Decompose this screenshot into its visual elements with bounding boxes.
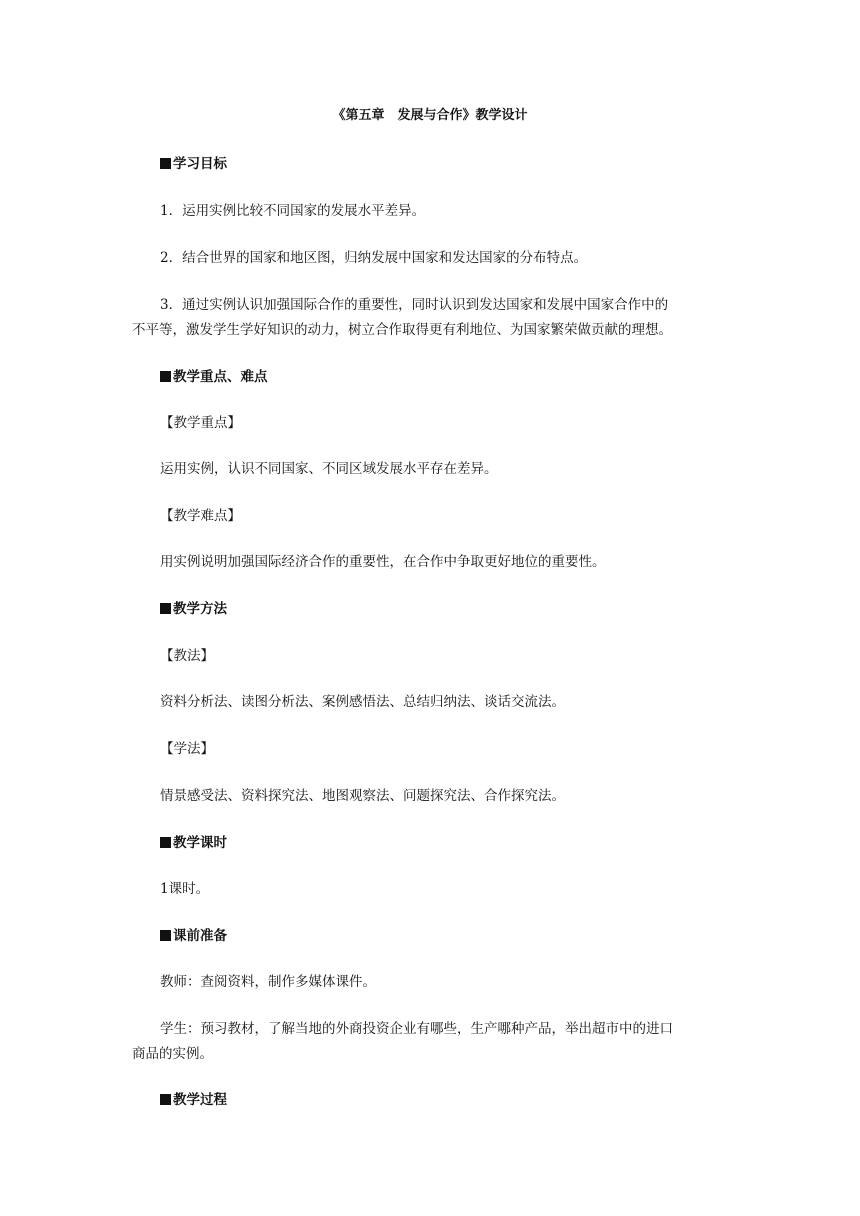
learning-method-text: 情景感受法、资料探究法、地图观察法、问题探究法、合作探究法。 <box>160 788 565 804</box>
focus-text: 运用实例，认识不同国家、不同区域发展水平存在差异。 <box>160 461 498 477</box>
section-heading-preparation <box>160 926 760 946</box>
section-heading-key-points <box>160 367 760 387</box>
objective-item-3-continued: 不平等，激发学生学好知识的动力，树立合作取得更有利地位、为国家繁荣做贡献的理想。 <box>132 322 672 338</box>
difficulty-label: 【教学难点】 <box>160 508 241 524</box>
section-heading-text: 教学方法 <box>173 601 227 617</box>
section-heading-text: 教学课时 <box>173 835 227 851</box>
hours-text: 1课时。 <box>160 881 210 897</box>
student-preparation-continued: 商品的实例。 <box>132 1046 213 1062</box>
section-heading-objectives <box>160 154 760 174</box>
objective-item-3: 3．通过实例认识加强国际合作的重要性，同时认识到发达国家和发展中国家合作中的 <box>160 297 669 313</box>
square-bullet-icon <box>160 930 171 941</box>
square-bullet-icon <box>160 1094 171 1105</box>
focus-label: 【教学重点】 <box>160 415 241 431</box>
section-heading-text: 课前准备 <box>173 928 227 944</box>
section-heading-text: 学习目标 <box>173 156 227 172</box>
square-bullet-icon <box>160 837 171 848</box>
objective-item-2: 2．结合世界的国家和地区图，归纳发展中国家和发达国家的分布特点。 <box>160 250 588 266</box>
section-heading-text: 教学重点、难点 <box>173 369 268 385</box>
teacher-preparation: 教师：查阅资料，制作多媒体课件。 <box>160 974 376 990</box>
square-bullet-icon <box>160 603 171 614</box>
difficulty-text: 用实例说明加强国际经济合作的重要性，在合作中争取更好地位的重要性。 <box>160 554 606 570</box>
square-bullet-icon <box>160 371 171 382</box>
student-preparation: 学生：预习教材，了解当地的外商投资企业有哪些，生产哪种产品，举出超市中的进口 <box>160 1021 673 1037</box>
document-title: 《第五章 发展与合作》教学设计 <box>332 108 528 123</box>
learning-method-label: 【学法】 <box>160 741 214 757</box>
section-heading-methods <box>160 599 760 619</box>
section-heading-process <box>160 1090 760 1110</box>
teaching-method-label: 【教法】 <box>160 648 214 664</box>
teaching-method-text: 资料分析法、读图分析法、案例感悟法、总结归纳法、谈话交流法。 <box>160 694 565 710</box>
objective-item-1: 1．运用实例比较不同国家的发展水平差异。 <box>160 203 426 219</box>
section-heading-hours <box>160 833 760 853</box>
square-bullet-icon <box>160 158 171 169</box>
section-heading-text: 教学过程 <box>173 1092 227 1108</box>
